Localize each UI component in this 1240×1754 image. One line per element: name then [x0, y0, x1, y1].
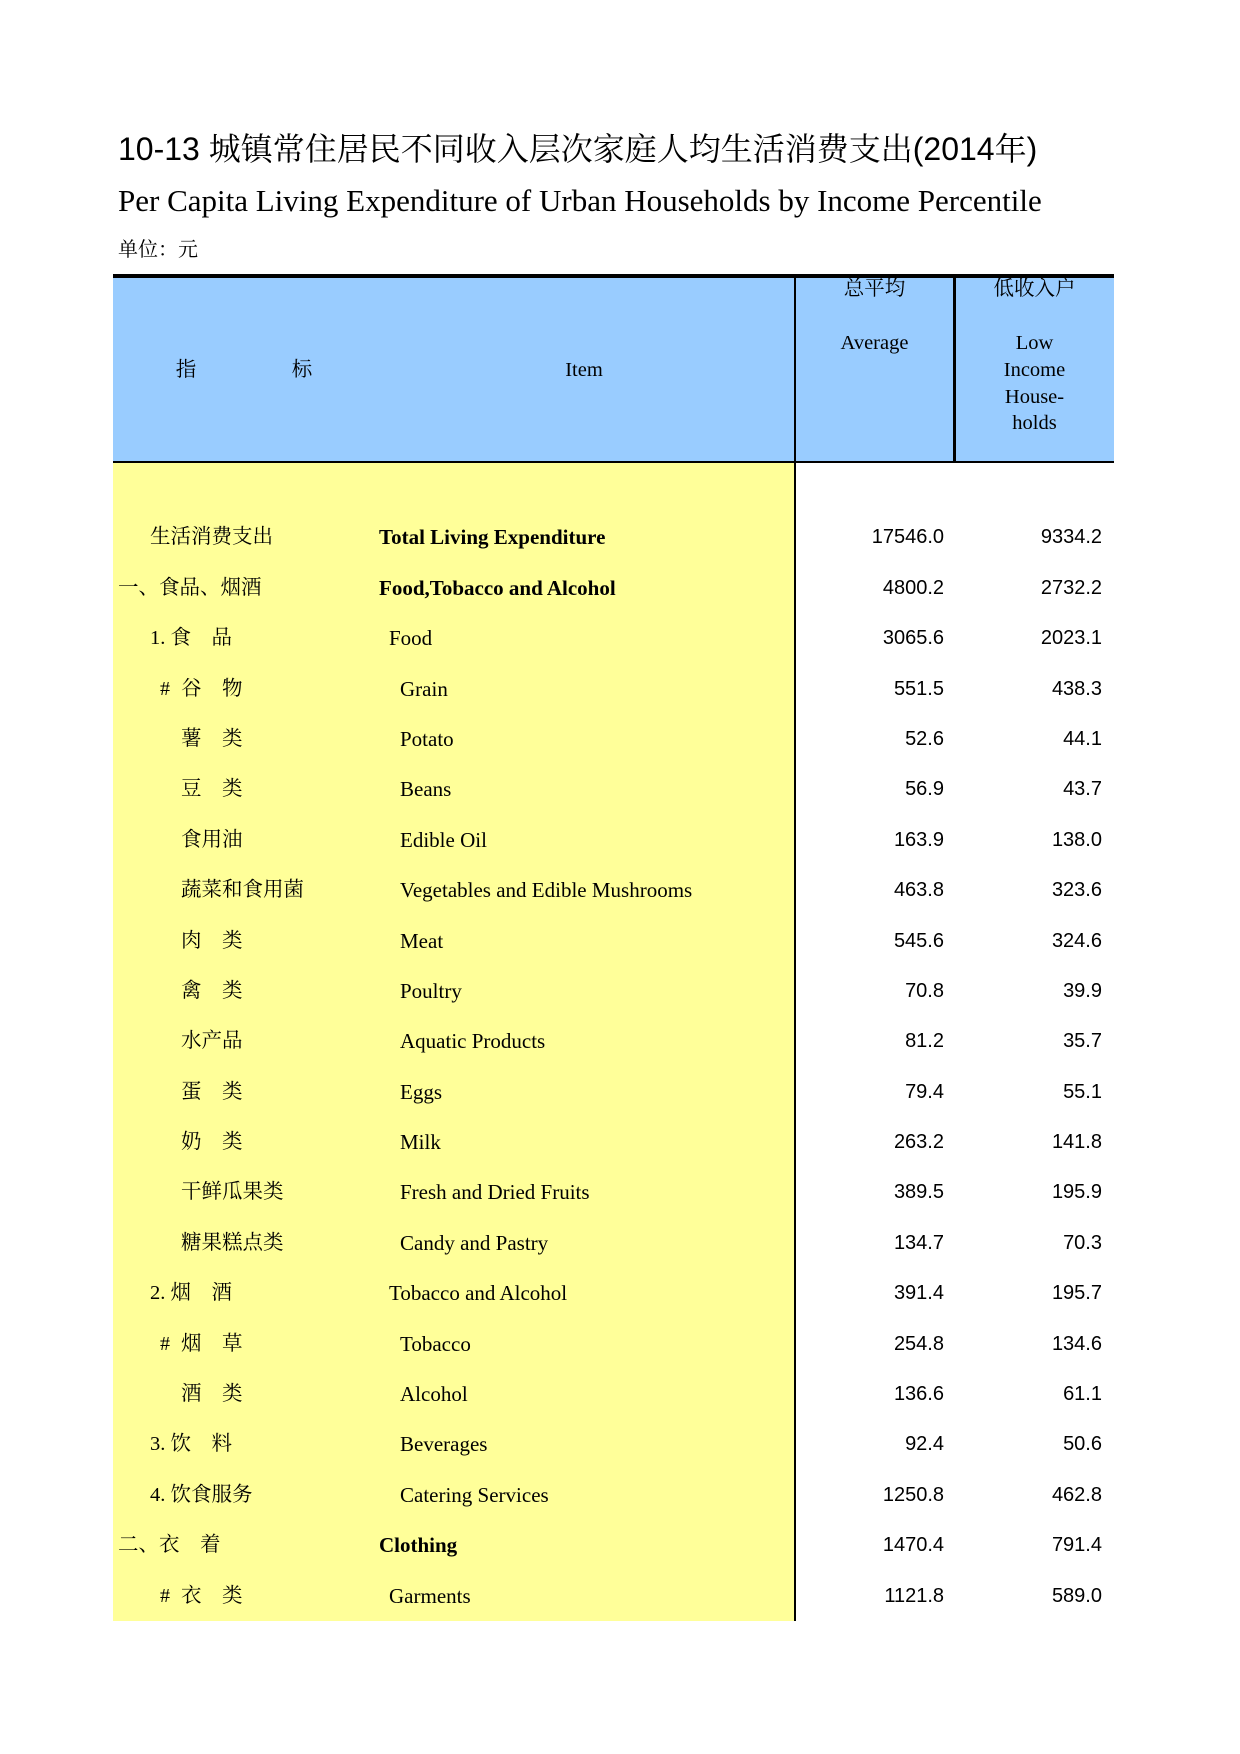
table-row: [0, 1268, 1240, 1318]
indicator-label-zh: 食用油: [181, 828, 243, 851]
table-title-en: Per Capita Living Expenditure of Urban Households by Income Percentile: [118, 183, 1042, 218]
low-income-value: 438.3: [1051, 677, 1102, 700]
item-label-en: Potato: [400, 726, 454, 751]
low-income-value: 138.0: [1051, 828, 1102, 851]
header-low-income-en-line: House-: [1004, 386, 1065, 408]
item-label-en: Food,Tobacco and Alcohol: [379, 575, 616, 600]
table-row: [0, 1571, 1240, 1621]
average-value: 391.4: [893, 1282, 944, 1305]
table-title-zh: 10-13 城镇常住居民不同收入层次家庭人均生活消费支出(2014年): [118, 131, 1038, 167]
header-low-income-en-line: Low: [1015, 332, 1054, 354]
indicator-label-zh: 豆 类: [181, 778, 243, 801]
average-value: 254.8: [893, 1332, 944, 1355]
average-value: 52.6: [905, 727, 944, 750]
average-value: 463.8: [893, 879, 944, 902]
item-label-en: Garments: [389, 1583, 471, 1608]
low-income-value: 791.4: [1051, 1534, 1102, 1557]
average-value: 136.6: [893, 1383, 944, 1406]
item-label-en: Edible Oil: [400, 827, 487, 852]
low-income-value: 462.8: [1051, 1483, 1102, 1506]
average-value: 1470.4: [882, 1534, 944, 1557]
table-row: [0, 1016, 1240, 1066]
hash-marker: #: [160, 1584, 170, 1607]
item-label-en: Beverages: [400, 1432, 488, 1457]
header-indicator-char-1: 指: [175, 359, 197, 381]
low-income-value: 50.6: [1063, 1433, 1102, 1456]
low-income-value: 589.0: [1051, 1584, 1102, 1607]
header-item-label: Item: [565, 359, 603, 381]
table-row: [0, 613, 1240, 663]
item-label-en: Vegetables and Edible Mushrooms: [400, 878, 693, 903]
table-row: [0, 764, 1240, 814]
indicator-label-zh: 4. 饮食服务: [150, 1483, 253, 1506]
item-label-en: Meat: [400, 928, 444, 953]
indicator-label-zh: 烟 草: [181, 1332, 243, 1355]
table-row: [0, 1067, 1240, 1117]
indicator-label-zh: 薯 类: [181, 727, 243, 750]
indicator-label-zh: 肉 类: [181, 929, 243, 952]
unit-label: 单位：元: [118, 239, 198, 261]
table-row: [0, 512, 1240, 562]
table-row: [0, 1369, 1240, 1419]
table-body: [0, 462, 1240, 1621]
table-row: [0, 664, 1240, 714]
average-value: 70.8: [905, 979, 944, 1002]
indicator-label-zh: 糖果糕点类: [181, 1231, 284, 1254]
item-label-en: Tobacco and Alcohol: [389, 1281, 568, 1306]
item-label-en: Milk: [400, 1130, 441, 1155]
item-label-en: Poultry: [400, 978, 462, 1003]
low-income-value: 2732.2: [1040, 576, 1102, 599]
item-label-en: Beans: [400, 777, 452, 802]
low-income-value: 2023.1: [1040, 627, 1102, 650]
average-value: 263.2: [893, 1131, 944, 1154]
indicator-label-zh: 奶 类: [181, 1131, 243, 1154]
table-row: [0, 1218, 1240, 1268]
average-value: 4800.2: [882, 576, 944, 599]
item-label-en: Alcohol: [400, 1382, 468, 1407]
average-value: 56.9: [905, 778, 944, 801]
header-average-zh: 总平均: [843, 278, 906, 300]
indicator-label-zh: 酒 类: [181, 1383, 243, 1406]
low-income-value: 134.6: [1051, 1332, 1102, 1355]
low-income-value: 35.7: [1063, 1030, 1102, 1053]
low-income-value: 70.3: [1063, 1231, 1102, 1254]
table-row: [0, 1319, 1240, 1369]
low-income-value: 141.8: [1051, 1131, 1102, 1154]
average-value: 79.4: [905, 1080, 944, 1103]
table-row: [0, 1419, 1240, 1469]
low-income-value: 44.1: [1063, 727, 1102, 750]
indicator-label-zh: 水产品: [181, 1030, 243, 1053]
table-row: [0, 966, 1240, 1016]
item-label-en: Eggs: [400, 1079, 442, 1104]
low-income-value: 323.6: [1051, 879, 1102, 902]
low-income-value: 61.1: [1063, 1383, 1102, 1406]
average-value: 17546.0: [871, 526, 944, 549]
header-average-en: Average: [840, 332, 909, 354]
table-row: [0, 815, 1240, 865]
header-indicator-char-2: 标: [291, 359, 313, 381]
low-income-value: 43.7: [1063, 778, 1102, 801]
item-label-en: Food: [389, 626, 433, 651]
indicator-label-zh: 蛋 类: [181, 1080, 243, 1103]
hash-marker: #: [160, 677, 170, 700]
indicator-label-zh: 衣 类: [181, 1584, 243, 1607]
average-value: 545.6: [893, 929, 944, 952]
header-low-income-en-line: Income: [1003, 359, 1066, 381]
average-value: 92.4: [905, 1433, 944, 1456]
low-income-value: 195.9: [1051, 1181, 1102, 1204]
low-income-value: 55.1: [1063, 1080, 1102, 1103]
table-row: [0, 714, 1240, 764]
header-low-income-en-line: holds: [1012, 412, 1057, 434]
item-label-en: Catering Services: [400, 1482, 549, 1507]
average-value: 1121.8: [884, 1584, 944, 1607]
indicator-label-zh: 干鲜瓜果类: [181, 1181, 284, 1204]
table-row: [0, 563, 1240, 613]
average-value: 551.5: [893, 677, 944, 700]
indicator-label-zh: 二、衣 着: [118, 1534, 221, 1557]
average-value: 389.5: [893, 1181, 944, 1204]
table-row: [0, 1520, 1240, 1570]
item-label-en: Tobacco: [400, 1331, 471, 1356]
low-income-value: 195.7: [1051, 1282, 1102, 1305]
average-value: 81.2: [905, 1030, 944, 1053]
table-row: [0, 1117, 1240, 1167]
indicator-label-zh: 禽 类: [181, 979, 243, 1002]
indicator-label-zh: 生活消费支出: [150, 526, 273, 549]
indicator-label-zh: 蔬菜和食用菌: [181, 879, 304, 902]
table-row: [0, 865, 1240, 915]
average-value: 163.9: [893, 828, 944, 851]
average-value: 134.7: [893, 1231, 944, 1254]
indicator-label-zh: 一、食品、烟酒: [118, 576, 262, 599]
item-label-en: Candy and Pastry: [400, 1230, 549, 1255]
header-low-income-zh: 低收入户: [993, 278, 1076, 300]
item-label-en: Aquatic Products: [400, 1029, 546, 1054]
table-spacer-row: [0, 462, 1240, 512]
indicator-label-zh: 2. 烟 酒: [150, 1282, 232, 1305]
indicator-label-zh: 1. 食 品: [150, 627, 232, 650]
item-label-en: Grain: [400, 676, 448, 701]
indicator-label-zh: 谷 物: [181, 677, 243, 700]
low-income-value: 324.6: [1051, 929, 1102, 952]
indicator-label-zh: 3. 饮 料: [150, 1433, 232, 1456]
table-row: [0, 1167, 1240, 1217]
table-row: [0, 916, 1240, 966]
low-income-value: 9334.2: [1040, 526, 1102, 549]
item-label-en: Clothing: [379, 1533, 458, 1558]
table-row: [0, 1470, 1240, 1520]
item-label-en: Fresh and Dried Fruits: [400, 1180, 590, 1205]
low-income-value: 39.9: [1063, 979, 1102, 1002]
item-label-en: Total Living Expenditure: [379, 525, 606, 550]
average-value: 1250.8: [882, 1483, 944, 1506]
hash-marker: #: [160, 1332, 170, 1355]
average-value: 3065.6: [882, 627, 944, 650]
